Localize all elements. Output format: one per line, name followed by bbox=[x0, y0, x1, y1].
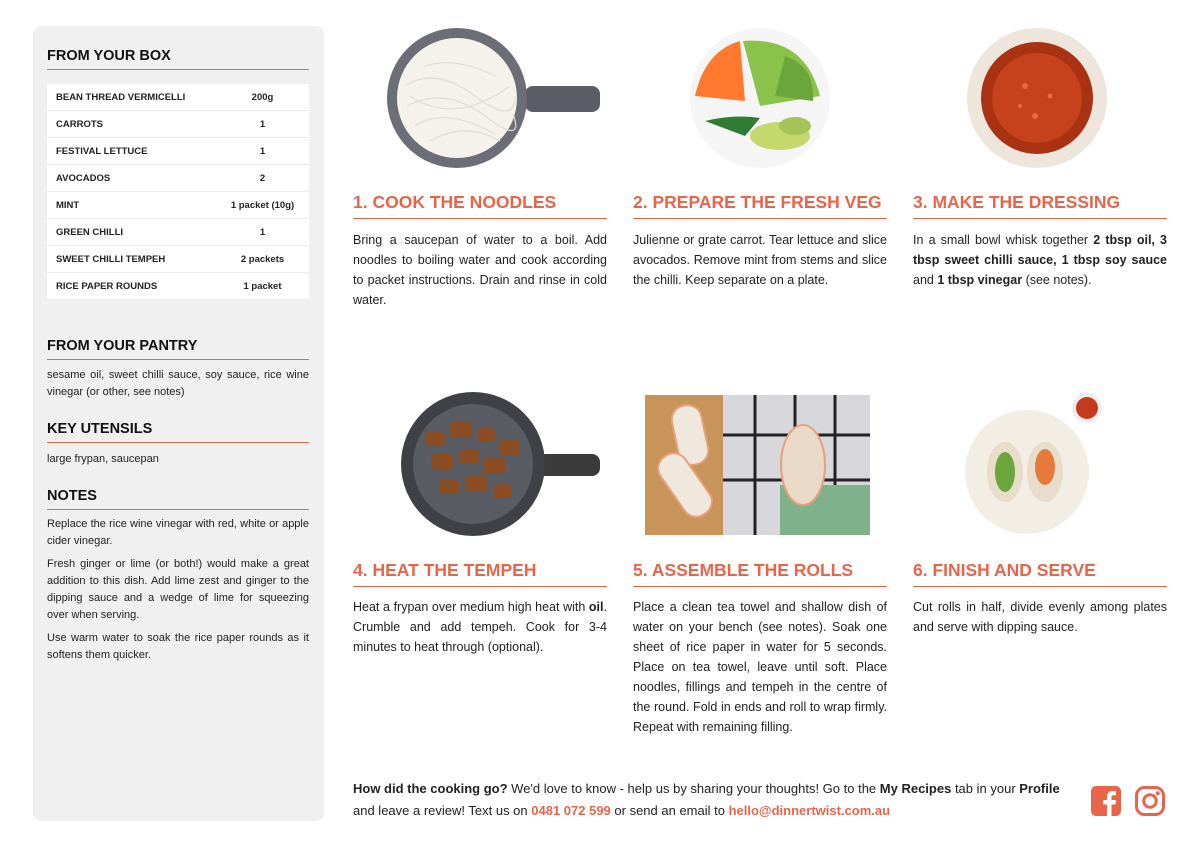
facebook-icon[interactable] bbox=[1090, 785, 1122, 817]
step-3-text bbox=[913, 230, 1167, 290]
step-6-text bbox=[913, 597, 1167, 637]
step-5-title: 5. ASSEMBLE THE ROLLS bbox=[633, 560, 887, 587]
note-paragraph: Replace the rice wine vinegar with red, white or apple cider vinegar. bbox=[47, 518, 309, 547]
notes-heading: NOTES bbox=[47, 488, 309, 510]
ingredient-quantity: 1 packet (10g) bbox=[216, 192, 309, 219]
email-link[interactable]: hello@dinnertwist.com.au bbox=[728, 803, 891, 818]
ingredient-row bbox=[47, 84, 309, 111]
ingredient-name: CARROTS bbox=[47, 111, 216, 138]
feedback-footer bbox=[353, 778, 1073, 822]
ingredient-row bbox=[47, 219, 309, 246]
ingredient-quantity: 1 bbox=[216, 111, 309, 138]
ingredient-name: RICE PAPER ROUNDS bbox=[47, 273, 216, 300]
step-text: (see notes). bbox=[1022, 273, 1092, 287]
step-text: Julienne or grate carrot. Tear lettuce and slice avocados. Remove mint from stems and slice the chilli. Keep separate on a plate. bbox=[633, 233, 887, 287]
ingredient-quantity: 1 bbox=[216, 138, 309, 165]
ingredient-name: SWEET CHILLI TEMPEH bbox=[47, 246, 216, 273]
ingredient-name: BEAN THREAD VERMICELLI bbox=[47, 84, 216, 111]
my-recipes-link[interactable]: My Recipes bbox=[879, 781, 952, 796]
ingredient-row bbox=[47, 273, 309, 300]
ingredient-row bbox=[47, 192, 309, 219]
tempeh-frypan-image bbox=[395, 392, 605, 537]
step-1-text bbox=[353, 230, 607, 310]
ingredient-quantity: 2 bbox=[216, 165, 309, 192]
rolls-assembly-image bbox=[645, 395, 870, 535]
dressing-bowl-image bbox=[965, 26, 1110, 171]
ingredient-row bbox=[47, 246, 309, 273]
feedback-question: How did the cooking go? bbox=[353, 781, 508, 796]
step-text: In a small bowl whisk together bbox=[913, 233, 1094, 247]
fresh-veg-plate-image bbox=[685, 26, 835, 171]
step-1-title: 1. COOK THE NOODLES bbox=[353, 192, 607, 219]
step-4-text bbox=[353, 597, 607, 657]
ingredient-row bbox=[47, 138, 309, 165]
pantry-heading: FROM YOUR PANTRY bbox=[47, 338, 309, 360]
ingredient-quantity: 1 bbox=[216, 219, 309, 246]
step-5-text bbox=[633, 597, 887, 737]
ingredient-row bbox=[47, 165, 309, 192]
footer-text: tab in your bbox=[951, 781, 1020, 796]
step-6-title: 6. FINISH AND SERVE bbox=[913, 560, 1167, 587]
served-rolls-plate-image bbox=[960, 392, 1110, 537]
step-text: Bring a saucepan of water to a boil. Add noodles to boiling water and cook according to packet instructions. Drain and rinse in cold water. bbox=[353, 233, 607, 307]
note-paragraph: Fresh ginger or lime (or both!) would make a great addition to this dish. Add lime zest and ginger to the dipping sauce and a wedge of lime for squeezing over when serving. bbox=[47, 558, 309, 621]
utensils-text: large frypan, saucepan bbox=[47, 453, 159, 465]
ingredient-quantity: 1 packet bbox=[216, 273, 309, 300]
step-text: Cut rolls in half, divide evenly among plates and serve with dipping sauce. bbox=[913, 600, 1167, 634]
note-paragraph: Use warm water to soak the rice paper rounds as it softens them quicker. bbox=[47, 632, 309, 661]
step-3-title: 3. MAKE THE DRESSING bbox=[913, 192, 1167, 219]
ingredient-quantity: 200g bbox=[216, 84, 309, 111]
ingredient-name: MINT bbox=[47, 192, 216, 219]
from-your-box-heading: FROM YOUR BOX bbox=[47, 48, 309, 70]
step-text-bold: 1 tbsp vinegar bbox=[937, 273, 1023, 287]
step-4-title: 4. HEAT THE TEMPEH bbox=[353, 560, 607, 587]
step-text: . Crumble and add tempeh. Cook for 3-4 minutes to heat through (optional). bbox=[353, 600, 607, 654]
ingredient-row bbox=[47, 111, 309, 138]
utensils-heading: KEY UTENSILS bbox=[47, 421, 309, 443]
noodles-saucepan-image bbox=[385, 26, 605, 171]
footer-text: and leave a review! Text us on bbox=[353, 803, 532, 818]
instagram-icon[interactable] bbox=[1134, 785, 1166, 817]
step-text-bold: 2 tbsp oil, 3 tbsp sweet chilli sauce, 1 tbsp soy sauce bbox=[913, 233, 1168, 267]
footer-text: We'd love to know - help us by sharing your thoughts! Go to the bbox=[507, 781, 880, 796]
phone-link[interactable]: 0481 072 599 bbox=[531, 803, 611, 818]
step-text: Place a clean tea towel and shallow dish of water on your bench (see notes). Soak one sheet of rice paper in water for 5 seconds. Place on tea towel, leave until soft. Place noodles, fillings and tempeh in the centre of the round. Fold in ends and roll to wrap firmly. Repeat with remaining filling. bbox=[633, 600, 887, 734]
profile-link[interactable]: Profile bbox=[1019, 781, 1060, 796]
step-text-bold: oil bbox=[588, 600, 604, 614]
pantry-text: sesame oil, sweet chilli sauce, soy sauce, rice wine vinegar (or other, see notes) bbox=[47, 369, 309, 398]
footer-text: or send an email to bbox=[610, 803, 729, 818]
ingredients-sidebar bbox=[33, 26, 324, 821]
step-text: Heat a frypan over medium high heat with bbox=[353, 600, 589, 614]
ingredient-quantity: 2 packets bbox=[216, 246, 309, 273]
step-text: and bbox=[913, 273, 938, 287]
step-2-title: 2. PREPARE THE FRESH VEG bbox=[633, 192, 887, 219]
ingredients-table bbox=[47, 84, 309, 300]
ingredient-name: GREEN CHILLI bbox=[47, 219, 216, 246]
step-2-text bbox=[633, 230, 887, 290]
ingredient-name: FESTIVAL LETTUCE bbox=[47, 138, 216, 165]
ingredient-name: AVOCADOS bbox=[47, 165, 216, 192]
